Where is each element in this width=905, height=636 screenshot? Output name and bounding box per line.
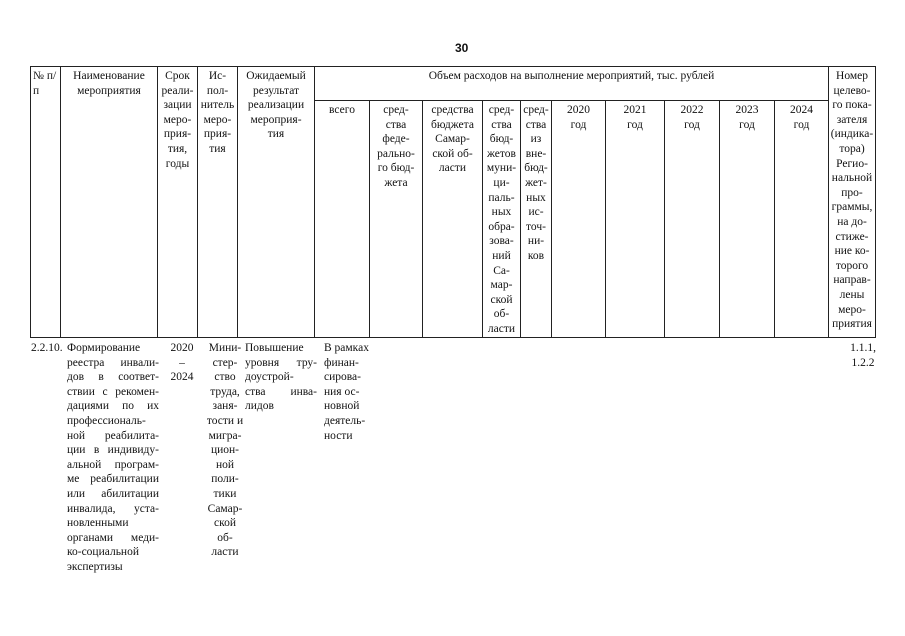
text-line: прия- [203, 128, 232, 141]
header-extra [521, 101, 552, 338]
text-line: прия- [163, 128, 192, 141]
text-line: ской [490, 293, 513, 306]
text-line: нальной [831, 172, 873, 185]
text-line: приятия [832, 318, 872, 331]
text-line: Повышение [245, 342, 304, 354]
text-line: тики [213, 487, 237, 500]
text-line: жета [384, 176, 408, 189]
text-line: вне- [525, 147, 547, 160]
text-line: ствии с рекомен- [67, 385, 159, 398]
header-executor [198, 67, 238, 338]
text-line: альной програм- [67, 458, 159, 471]
text-line: 1.2.2 [851, 356, 875, 369]
text-line: 2024 [170, 371, 194, 384]
text-line: ности [324, 429, 353, 442]
text-line: Самар- [207, 502, 243, 515]
text-line: меро- [203, 113, 232, 126]
text-line: об- [217, 531, 233, 544]
text-line: стер- [212, 356, 238, 369]
text-line: средства [431, 104, 474, 116]
text-line: ние ко- [834, 245, 870, 258]
text-line: бюд- [489, 133, 514, 146]
header-name: Наименование мероприятия [61, 67, 158, 338]
text-line: реализации [247, 99, 305, 112]
text-line: сред- [383, 104, 409, 116]
text-line: зателя [836, 113, 868, 126]
text-line: Формирование [67, 342, 141, 354]
text-line: дациями по их [67, 400, 159, 413]
text-line: ской [213, 517, 236, 530]
row-period [163, 341, 201, 385]
text-line: тости и [206, 414, 244, 427]
row-name [67, 341, 159, 575]
text-line: ко-социальной [67, 546, 139, 559]
year-label: год [627, 118, 643, 131]
text-line: 1.1.1, [850, 342, 876, 354]
text-line: го пока- [832, 99, 872, 112]
text-line: финан- [324, 356, 359, 369]
text-line: целево- [833, 84, 871, 97]
text-line: В рамках [324, 342, 369, 354]
text-line: муни- [486, 162, 517, 175]
text-line: ме реабилитации [67, 473, 159, 486]
text-line: ний [492, 249, 511, 262]
text-line: ния ос- [324, 385, 360, 398]
text-line: ци- [493, 176, 510, 189]
text-line: зова- [489, 235, 514, 248]
text-line: результат [252, 84, 300, 97]
text-line: Ис- [208, 70, 227, 82]
text-line: труда, [210, 385, 240, 398]
header-total: всего [315, 101, 370, 338]
text-line: жетов [487, 147, 516, 160]
text-line: ной [215, 458, 235, 471]
text-line: мар- [490, 279, 513, 292]
header-period [158, 67, 198, 338]
text-line: пол- [206, 84, 229, 97]
text-line: направ- [833, 274, 871, 287]
header-year-2024 [775, 101, 829, 338]
row-indicator [841, 341, 885, 370]
text-line: ства [491, 118, 512, 131]
text-line: дов в соответ- [67, 371, 159, 384]
text-line: ства [525, 118, 547, 131]
text-line: экспертизы [67, 560, 123, 573]
expenses-table [30, 66, 876, 338]
text-line: реали- [161, 84, 194, 97]
text-line: меро- [838, 303, 866, 316]
text-line: ции в индивиду- [67, 444, 159, 457]
header-num: № п/п [31, 67, 61, 338]
text-line: мероприя- [250, 113, 302, 126]
text-line: ласти [211, 546, 239, 559]
text-line: доустрой- [245, 371, 294, 384]
text-line: точ- [526, 220, 546, 233]
text-line: ской об- [432, 147, 473, 160]
text-line: – [179, 356, 185, 369]
text-line: тия, [167, 142, 188, 155]
text-line: или абилитации [67, 487, 159, 500]
text-line: ной реабилита- [67, 429, 159, 442]
text-line: цион- [210, 444, 240, 457]
year-label: 2021 [623, 104, 647, 116]
row-num: 2.2.10. [31, 342, 63, 354]
text-line: сред- [523, 104, 549, 116]
text-line: Срок [165, 70, 190, 82]
text-line: уровня тру- [245, 356, 317, 369]
text-line: Са- [493, 264, 510, 277]
year-label: 2023 [735, 104, 759, 116]
header-result [238, 67, 315, 338]
text-line: тия [209, 142, 226, 155]
text-line: ласти [487, 322, 516, 335]
text-line: годы [165, 157, 190, 170]
text-line: зации [163, 99, 192, 112]
header-regional [423, 101, 483, 338]
text-line: нитель [200, 99, 235, 112]
header-expenses-group: Объем расходов на выполнение мероприятий, тыс. рублей [315, 67, 829, 101]
text-line: из [530, 133, 542, 146]
page-number: 30 [455, 41, 469, 55]
text-line: Регио- [836, 157, 868, 170]
text-line: рально- [377, 147, 415, 160]
header-municipal [483, 101, 521, 338]
text-line: обра- [488, 220, 515, 233]
text-line: лидов [245, 400, 274, 413]
text-line: тора) [839, 142, 865, 155]
text-line: реестра инвали- [67, 356, 159, 369]
text-line: (индика- [830, 128, 874, 141]
year-label: год [684, 118, 700, 131]
header-federal [370, 101, 423, 338]
year-label: 2022 [680, 104, 704, 116]
text-line: новленными [67, 517, 129, 530]
text-line: сирова- [324, 371, 361, 384]
text-line: мигра- [208, 429, 242, 442]
row-executor [203, 341, 247, 560]
row-finance [324, 341, 376, 443]
header-year-2020 [552, 101, 606, 338]
text-line: меро- [163, 113, 192, 126]
text-line: Мини- [208, 342, 242, 354]
text-line: ни- [527, 235, 545, 248]
text-line: об- [493, 308, 510, 321]
row-result [245, 341, 317, 414]
text-line: Номер [836, 70, 868, 82]
text-line: сред- [488, 104, 515, 116]
year-label: 2024 [790, 104, 813, 116]
text-line: на до- [837, 215, 867, 228]
text-line: граммы, [831, 201, 873, 214]
text-line: поли- [211, 473, 239, 486]
text-line: ство [214, 371, 236, 384]
text-line: заня- [212, 400, 238, 413]
text-line: жет- [525, 176, 547, 189]
header-year-2022 [665, 101, 720, 338]
text-line: ства [385, 118, 407, 131]
text-line: торого [835, 259, 869, 272]
year-label: год [739, 118, 755, 131]
text-line: ласти [438, 162, 467, 175]
header-year-2023 [720, 101, 775, 338]
text-line: ных [526, 191, 546, 204]
text-line: лены [839, 288, 865, 301]
year-label: год [793, 118, 810, 131]
text-line: тия [267, 128, 285, 141]
text-line: ства инва- [245, 385, 317, 398]
text-line: ис- [528, 206, 544, 219]
text-line: ных [491, 206, 512, 219]
text-line: про- [841, 186, 863, 199]
text-line: 2020 [170, 342, 194, 354]
text-line: органами меди- [67, 531, 159, 544]
text-line: паль- [488, 191, 515, 204]
text-line: инвалида, уста- [67, 502, 159, 515]
header-year-2021 [606, 101, 665, 338]
text-line: бюд- [524, 162, 548, 175]
text-line: Ожидаемый [246, 70, 306, 82]
text-line: ков [527, 249, 545, 262]
text-line: Самар- [435, 133, 470, 146]
year-label: 2020 [567, 104, 590, 116]
text-line: деятель- [324, 414, 366, 427]
text-line: новной [324, 400, 360, 413]
header-indicator [829, 67, 876, 338]
text-line: профессиональ- [67, 414, 146, 427]
text-line: го бюд- [377, 162, 415, 175]
text-line: феде- [382, 133, 410, 146]
year-label: год [570, 118, 587, 131]
text-line: стиже- [835, 230, 869, 243]
text-line: бюджета [431, 118, 474, 131]
